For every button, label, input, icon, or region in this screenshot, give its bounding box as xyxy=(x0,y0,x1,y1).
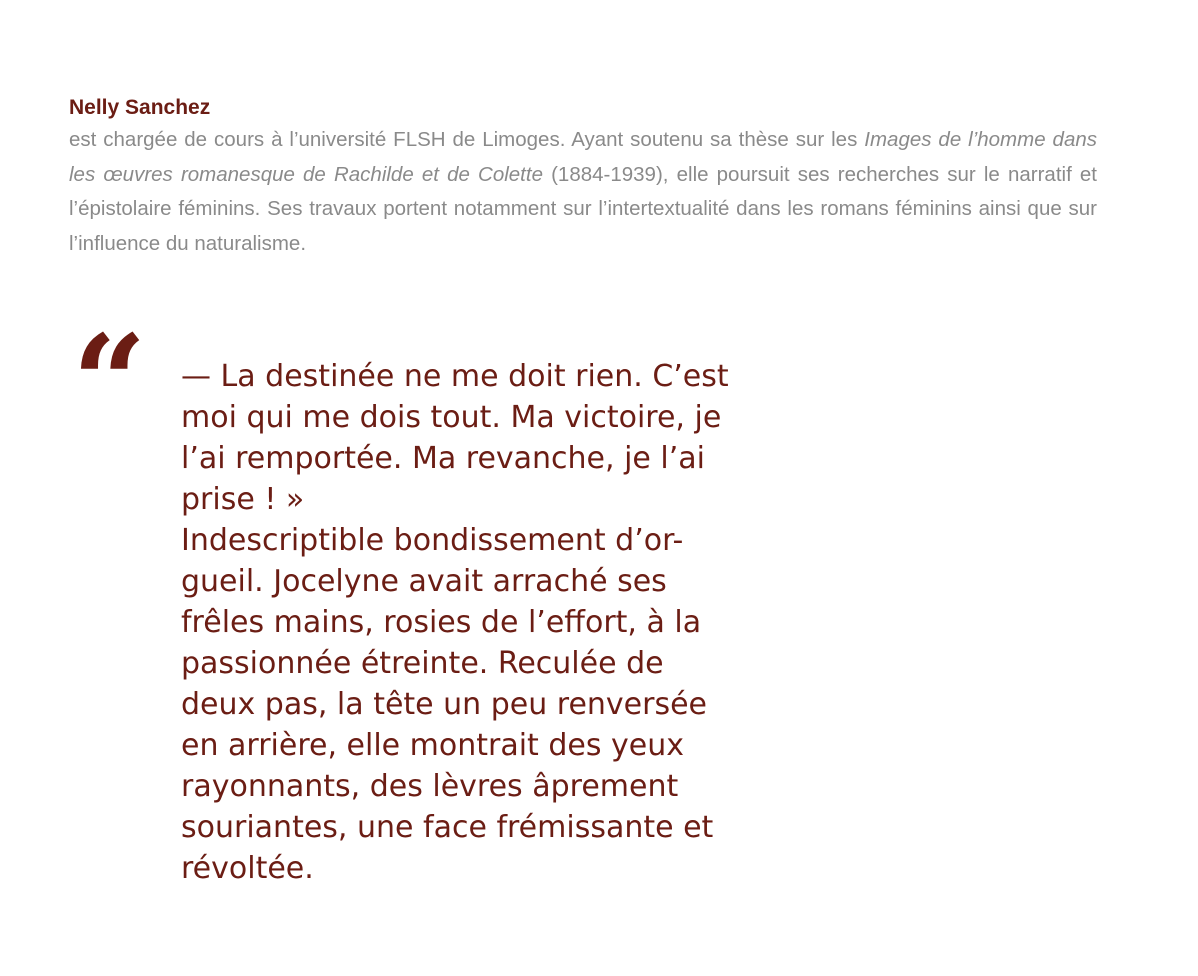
quote-line: frêles mains, rosies de l’effort, à la xyxy=(181,605,702,640)
quote-line: l’ai remportée. Ma revanche, je l’ai xyxy=(181,441,706,476)
pull-quote xyxy=(181,356,771,889)
quote-line: deux pas, la tête un peu renversée xyxy=(181,687,708,722)
author-bio xyxy=(69,93,1097,261)
quote-line: rayonnants, des lèvres âprement xyxy=(181,769,679,804)
quote-line: passionnée étreinte. Reculée de xyxy=(181,646,664,681)
quote-line: — La destinée ne me doit rien. C’est xyxy=(181,359,729,394)
author-name: Nelly Sanchez xyxy=(69,96,211,119)
quote-line: prise ! » xyxy=(181,482,305,517)
quote-line: moi qui me dois tout. Ma victoire, je xyxy=(181,400,722,435)
bio-text-part1: est chargée de cours à l’université FLSH de Limoges. Ayant soutenu sa thèse sur les xyxy=(69,128,865,151)
author-bio-text xyxy=(69,123,1097,261)
open-quote-icon: “ xyxy=(72,306,137,459)
bio-text-part2: (1884-1939), elle poursuit ses recherches sur le narratif et l’épistolaire féminins. Ses travaux portent notamment sur l’intertextualité dans les romans féminins ainsi que sur l’influence du naturalisme. xyxy=(69,162,1097,255)
quote-line: Indescriptible bondissement d’or- xyxy=(181,523,684,558)
quote-line: en arrière, elle montrait des yeux xyxy=(181,728,684,763)
quote-line: gueil. Jocelyne avait arraché ses xyxy=(181,564,667,599)
quote-line: souriantes, une face frémissante et xyxy=(181,810,714,845)
thesis-title: Images de l’homme dans les œuvres romanesque de Rachilde et de Colette xyxy=(69,128,1097,186)
quote-line: révoltée. xyxy=(181,851,314,886)
